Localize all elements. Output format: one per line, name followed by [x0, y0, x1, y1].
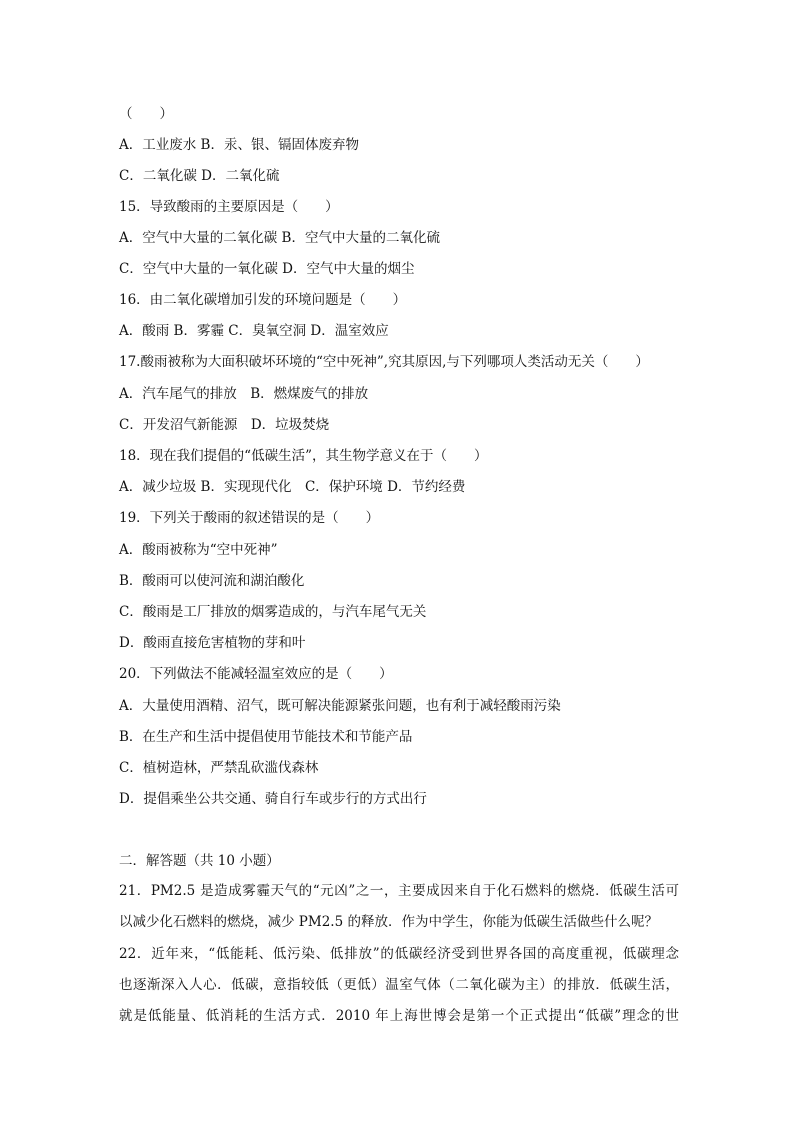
question-22-line-3: 就是低能量、低消耗的生活方式．2010 年上海世博会是第一个正式提出“低碳”理念的世 — [119, 1008, 679, 1024]
question-15-options-ab: A．空气中大量的二氧化碳 B．空气中大量的二氧化硫 — [119, 230, 440, 246]
question-14-bracket: （ ） — [119, 106, 173, 122]
question-19-stem: 19．下列关于酸雨的叙述错误的是（ ） — [119, 510, 380, 526]
section-title: 二．解答题（共 10 小题） — [119, 853, 280, 869]
question-14-options-cd: C．二氧化碳 D．二氧化硫 — [119, 168, 280, 184]
question-14-options-ab: A．工业废水 B．汞、银、镉固体废弃物 — [119, 137, 359, 153]
question-20-option-d: D．提倡乘坐公共交通、骑自行车或步行的方式出行 — [119, 791, 427, 807]
question-22-line-1: 22．近年来，“低能耗、低污染、低排放”的低碳经济受到世界各国的高度重视，低碳理念 — [119, 946, 679, 962]
question-21 — [119, 876, 679, 938]
question-22 — [119, 939, 679, 1032]
question-21-line-1: 21．PM2.5 是造成雾霾天气的“元凶”之一，主要成因来自于化石燃料的燃烧．低碳生活可 — [119, 883, 679, 899]
question-20-stem: 20．下列做法不能减轻温室效应的是（ ） — [119, 666, 393, 682]
question-19-option-a: A．酸雨被称为“空中死神” — [119, 542, 278, 558]
question-15-stem: 15．导致酸雨的主要原因是（ ） — [119, 199, 339, 215]
question-20-option-c: C．植树造林，严禁乱砍滥伐森林 — [119, 760, 319, 776]
question-21-line-2: 以减少化石燃料的燃烧，减少 PM2.5 的释放．作为中学生，你能为低碳生活做些什么呢？ — [119, 914, 658, 930]
question-18-options: A．减少垃圾 B．实现现代化 C．保护环境 D．节约经费 — [119, 479, 466, 495]
question-19-option-b: B．酸雨可以使河流和湖泊酸化 — [119, 573, 305, 589]
question-19-option-d: D．酸雨直接危害植物的芽和叶 — [119, 635, 306, 651]
question-18-stem: 18．现在我们提倡的“低碳生活”，其生物学意义在于（ ） — [119, 448, 488, 464]
question-20-option-b: B．在生产和生活中提倡使用节能技术和节能产品 — [119, 729, 413, 745]
question-19-option-c: C．酸雨是工厂排放的烟雾造成的，与汽车尾气无关 — [119, 604, 427, 620]
question-17-options-ab: A．汽车尾气的排放 B．燃煤废气的排放 — [119, 386, 369, 402]
question-20-option-a: A．大量使用酒精、沼气，既可解决能源紧张问题，也有利于减轻酸雨污染 — [119, 698, 561, 714]
question-17-stem: 17.酸雨被称为大面积破坏环境的“空中死神”,究其原因,与下列哪项人类活动无关（ ） — [119, 354, 649, 370]
question-16-stem: 16．由二氧化碳增加引发的环境问题是（ ） — [119, 292, 407, 308]
question-22-line-2: 也逐渐深入人心．低碳，意指较低（更低）温室气体（二氧化碳为主）的排放．低碳生活， — [119, 977, 679, 993]
question-17-options-cd: C．开发沼气新能源 D．垃圾焚烧 — [119, 417, 330, 433]
question-15-options-cd: C．空气中大量的一氧化碳 D．空气中大量的烟尘 — [119, 261, 415, 277]
question-16-options: A．酸雨 B．雾霾 C．臭氧空洞 D．温室效应 — [119, 323, 389, 339]
